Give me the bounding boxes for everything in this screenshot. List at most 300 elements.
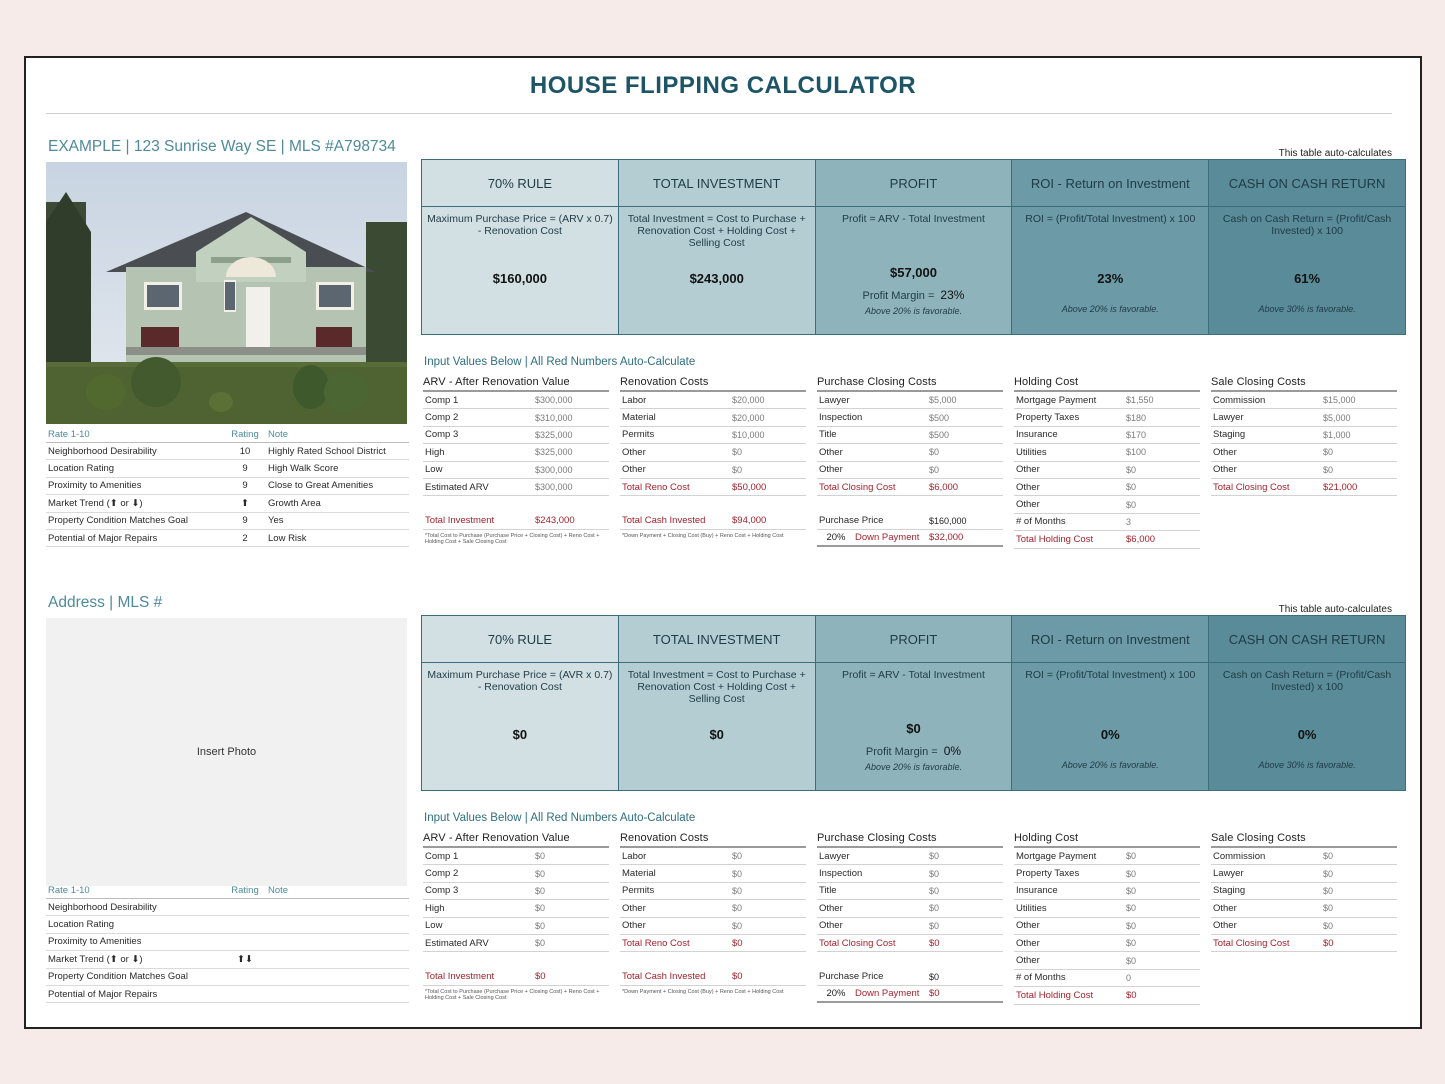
input-label: Lawyer <box>819 850 850 862</box>
rating-label: Location Rating <box>48 463 115 475</box>
input-value[interactable]: $0 <box>1126 499 1137 510</box>
input-value[interactable]: $0 <box>732 868 743 879</box>
ratings-header <box>46 426 409 443</box>
total-value: $0 <box>732 971 743 983</box>
metric-body <box>619 207 815 334</box>
input-value[interactable]: $0 <box>1323 903 1334 914</box>
input-value[interactable]: $5,000 <box>929 395 957 406</box>
rating-label: Property Condition Matches Goal <box>48 971 188 983</box>
calc-row <box>1211 479 1397 496</box>
input-label: Other <box>622 920 646 932</box>
metric-value: $0 <box>906 721 921 736</box>
profit-margin-value: 0% <box>943 744 962 758</box>
input-value[interactable]: $0 <box>1126 482 1137 493</box>
profit-margin-label: Profit Margin = <box>862 290 935 302</box>
input-row <box>620 392 806 409</box>
down-payment-value: $32,000 <box>929 531 964 543</box>
input-row <box>1014 514 1200 531</box>
calc-value: $6,000 <box>1126 533 1156 545</box>
input-label: Lawyer <box>819 394 850 406</box>
input-row <box>1014 444 1200 461</box>
input-value[interactable]: $0 <box>1323 920 1334 931</box>
input-group-head: Holding Cost <box>1014 376 1200 392</box>
input-label: Inspection <box>819 868 863 880</box>
metric-formula: Cash on Cash Return = (Profit/Cash Invested) x 100 <box>1222 213 1392 237</box>
input-label: Low <box>425 920 443 932</box>
calc-label: Total Closing Cost <box>819 937 896 949</box>
total-row <box>620 512 806 529</box>
input-label: Other <box>1213 446 1237 458</box>
input-value[interactable]: 0 <box>1126 972 1132 983</box>
input-value[interactable]: $0 <box>1126 955 1137 966</box>
input-value[interactable]: $0 <box>535 920 546 931</box>
input-value[interactable]: $0 <box>732 447 743 458</box>
metric-formula: Total Investment = Cost to Purchase + Renovation Cost + Holding Cost + Selling Cost <box>627 669 806 705</box>
input-label: Material <box>622 412 656 424</box>
input-value[interactable]: $1,550 <box>1126 395 1154 406</box>
metric-body <box>1209 207 1405 334</box>
input-label: Comp 1 <box>425 850 459 862</box>
metric-formula: ROI = (Profit/Total Investment) x 100 <box>1025 213 1196 225</box>
input-label: Insurance <box>1016 429 1058 441</box>
rating-label: Market Trend (⬆ or ⬇) <box>48 953 143 965</box>
calc-value: $0 <box>732 937 743 949</box>
calc-value: $0 <box>1126 989 1137 1001</box>
input-group-head: Sale Closing Costs <box>1211 832 1397 848</box>
metric-1 <box>619 160 816 334</box>
input-value[interactable]: $0 <box>1323 885 1334 896</box>
favorable-note: Above 20% is favorable. <box>1061 760 1159 770</box>
metric-body <box>1012 663 1208 790</box>
down-payment-value: $0 <box>929 987 940 999</box>
rating-row <box>46 969 409 986</box>
input-label: # of Months <box>1016 972 1066 984</box>
input-value[interactable]: $325,000 <box>535 429 573 440</box>
rating-value[interactable]: 9 <box>242 480 248 492</box>
input-label: Estimated ARV <box>425 481 489 493</box>
input-label: Staging <box>1213 885 1246 897</box>
input-value[interactable]: $170 <box>1126 429 1147 440</box>
metric-value: $57,000 <box>889 265 937 280</box>
spacer-row <box>817 952 1003 968</box>
input-value[interactable]: $20,000 <box>732 412 765 423</box>
input-group-head: Purchase Closing Costs <box>817 376 1003 392</box>
input-value[interactable]: $0 <box>535 938 546 949</box>
metric-value: $160,000 <box>492 271 548 286</box>
input-label: Other <box>1016 937 1040 949</box>
input-label: Estimated ARV <box>425 937 489 949</box>
input-value[interactable]: $20,000 <box>732 395 765 406</box>
input-label: Property Taxes <box>1016 868 1080 880</box>
rating-label: Proximity to Amenities <box>48 480 142 492</box>
metric-head: TOTAL INVESTMENT <box>619 616 815 663</box>
total-row <box>423 968 609 985</box>
purchase-price-row <box>817 512 1003 529</box>
rating-label: Proximity to Amenities <box>48 936 142 948</box>
input-value[interactable]: $10,000 <box>732 429 765 440</box>
ratings-header-2: Note <box>268 884 289 896</box>
rating-note[interactable]: High Walk Score <box>268 463 339 475</box>
calc-row <box>620 479 806 496</box>
calc-value: $0 <box>1323 937 1334 949</box>
input-label: Commission <box>1213 850 1266 862</box>
input-value[interactable]: $0 <box>929 903 940 914</box>
metric-1 <box>619 616 816 790</box>
input-label: Comp 3 <box>425 885 459 897</box>
input-row <box>1014 970 1200 987</box>
metric-value: 61% <box>1294 271 1321 286</box>
input-value[interactable]: $0 <box>1126 464 1137 475</box>
calc-value: $21,000 <box>1323 481 1358 493</box>
rating-row <box>46 916 409 933</box>
metric-3 <box>1012 160 1209 334</box>
input-row <box>423 935 609 952</box>
calc-row <box>817 935 1003 952</box>
input-label: Other <box>1016 955 1040 967</box>
rating-label: Market Trend (⬆ or ⬇) <box>48 497 143 509</box>
metric-formula: Profit = ARV - Total Investment <box>842 669 985 681</box>
input-value[interactable]: $0 <box>535 885 546 896</box>
input-row <box>620 883 806 900</box>
input-label: Other <box>819 902 843 914</box>
input-row <box>1014 848 1200 865</box>
down-payment-row <box>817 986 1003 1003</box>
rating-value[interactable]: 10 <box>239 445 251 457</box>
calculator-block <box>26 138 1422 588</box>
input-label: Other <box>1213 920 1237 932</box>
input-row <box>1014 479 1200 496</box>
favorable-note: Above 30% is favorable. <box>1258 304 1356 314</box>
rating-label: Property Condition Matches Goal <box>48 515 188 527</box>
input-value[interactable]: $0 <box>732 903 743 914</box>
ratings-header-1: Rating <box>231 884 259 896</box>
input-value[interactable]: $0 <box>732 885 743 896</box>
rating-row <box>46 513 409 530</box>
metric-head: PROFIT <box>816 616 1012 663</box>
input-label: Other <box>622 446 646 458</box>
input-group-head: ARV - After Renovation Value <box>423 832 609 848</box>
input-value[interactable]: $0 <box>929 920 940 931</box>
purchase-price-value[interactable]: $160,000 <box>929 515 967 526</box>
input-label: Other <box>1016 481 1040 493</box>
rating-note[interactable]: Yes <box>268 515 284 527</box>
input-label: Other <box>1016 499 1040 511</box>
input-value[interactable]: $0 <box>929 885 940 896</box>
metric-body <box>816 663 1012 790</box>
profit-margin-label: Profit Margin = <box>865 746 938 758</box>
input-row <box>1211 865 1397 882</box>
input-label: Other <box>819 446 843 458</box>
metric-value: 23% <box>1097 271 1124 286</box>
input-label: Mortgage Payment <box>1016 394 1097 406</box>
total-label: Total Cash Invested <box>622 515 706 527</box>
input-label: Lawyer <box>1213 868 1244 880</box>
ratings-table <box>46 882 409 1003</box>
spacer-row <box>423 496 609 512</box>
input-label: Insurance <box>1016 885 1058 897</box>
input-row <box>1211 883 1397 900</box>
input-row <box>423 883 609 900</box>
input-label: Title <box>819 429 837 441</box>
input-value[interactable]: $500 <box>929 412 950 423</box>
calc-row <box>1211 935 1397 952</box>
input-label: Commission <box>1213 394 1266 406</box>
input-row <box>1211 462 1397 479</box>
input-row <box>1014 409 1200 426</box>
purchase-price-row <box>817 968 1003 985</box>
input-group <box>620 376 806 539</box>
input-label: Other <box>622 464 646 476</box>
input-label: Comp 2 <box>425 868 459 880</box>
input-label: Material <box>622 868 656 880</box>
input-value[interactable]: $300,000 <box>535 464 573 475</box>
metric-head: 70% RULE <box>422 160 618 207</box>
input-label: Mortgage Payment <box>1016 850 1097 862</box>
input-value[interactable]: $180 <box>1126 412 1147 423</box>
input-label: Permits <box>622 885 655 897</box>
input-value[interactable]: $0 <box>1323 868 1334 879</box>
metric-value: $0 <box>709 727 724 742</box>
total-row <box>620 968 806 985</box>
input-value[interactable]: $0 <box>1126 920 1137 931</box>
input-value[interactable]: $0 <box>929 447 940 458</box>
input-label: Lawyer <box>1213 412 1244 424</box>
ratings-header-1: Rating <box>231 428 259 440</box>
calc-label: Total Closing Cost <box>1213 937 1290 949</box>
input-value[interactable]: $0 <box>1323 447 1334 458</box>
input-label: Comp 3 <box>425 429 459 441</box>
input-row <box>817 900 1003 917</box>
total-value: $243,000 <box>535 515 575 527</box>
calculator-block <box>26 594 1422 1044</box>
input-value[interactable]: $1,000 <box>1323 429 1351 440</box>
input-group-head: ARV - After Renovation Value <box>423 376 609 392</box>
input-row <box>1014 935 1200 952</box>
input-row <box>423 900 609 917</box>
input-value[interactable]: $0 <box>535 903 546 914</box>
calc-label: Total Reno Cost <box>622 937 690 949</box>
total-footnote: *Total Cost to Purchase (Purchase Price + Closing Cost) + Reno Cost + Holding Cost + Sale Closing Cost <box>425 988 600 1001</box>
purchase-price-value[interactable]: $0 <box>929 971 940 982</box>
input-value[interactable]: $0 <box>929 464 940 475</box>
ratings-header-0: Rate 1-10 <box>48 428 90 440</box>
favorable-note: Above 20% is favorable. <box>1061 304 1159 314</box>
input-group <box>817 376 1003 547</box>
input-row <box>620 409 806 426</box>
input-label: Comp 2 <box>425 412 459 424</box>
input-row <box>1014 952 1200 969</box>
inputs-label: Input Values Below | All Red Numbers Auto-Calculate <box>424 356 696 368</box>
rating-label: Location Rating <box>48 919 115 931</box>
metric-head: ROI - Return on Investment <box>1012 160 1208 207</box>
rating-note[interactable]: Highly Rated School District <box>268 445 386 457</box>
favorable-note: Above 20% is favorable. <box>864 762 963 772</box>
property-photo <box>46 162 407 424</box>
input-label: Other <box>819 920 843 932</box>
input-group <box>1211 832 1397 952</box>
calc-label: Total Holding Cost <box>1016 533 1094 545</box>
inputs-label: Input Values Below | All Red Numbers Auto-Calculate <box>424 812 696 824</box>
input-label: Labor <box>622 850 647 862</box>
input-row <box>1014 865 1200 882</box>
calc-value: $0 <box>929 937 940 949</box>
input-row <box>620 918 806 935</box>
rating-note[interactable]: Close to Great Amenities <box>268 480 374 492</box>
input-label: Other <box>622 902 646 914</box>
metric-0 <box>422 160 619 334</box>
input-label: High <box>425 902 445 914</box>
input-label: Title <box>819 885 837 897</box>
input-value[interactable]: $0 <box>1126 903 1137 914</box>
metric-head: 70% RULE <box>422 616 618 663</box>
rating-value[interactable]: 9 <box>242 463 248 475</box>
input-row <box>1211 918 1397 935</box>
rating-row <box>46 460 409 477</box>
input-value[interactable]: $0 <box>1126 885 1137 896</box>
rating-label: Neighborhood Desirability <box>48 901 157 913</box>
input-value[interactable]: 3 <box>1126 516 1132 527</box>
input-value[interactable]: $0 <box>732 920 743 931</box>
down-payment-label: Down Payment <box>855 531 920 543</box>
profit-margin <box>863 288 965 302</box>
total-value: $94,000 <box>732 515 767 527</box>
input-group-head: Renovation Costs <box>620 376 806 392</box>
input-value[interactable]: $310,000 <box>535 412 573 423</box>
input-row <box>620 865 806 882</box>
input-row <box>423 865 609 882</box>
input-label: # of Months <box>1016 516 1066 528</box>
spacer-row <box>423 952 609 968</box>
input-value[interactable]: $300,000 <box>535 482 573 493</box>
input-value[interactable]: $0 <box>1323 464 1334 475</box>
input-row <box>1014 883 1200 900</box>
input-value[interactable]: $5,000 <box>1323 412 1351 423</box>
input-value[interactable]: $0 <box>1126 851 1137 862</box>
rating-row <box>46 986 409 1003</box>
input-value[interactable]: $0 <box>1126 868 1137 879</box>
input-row <box>1211 392 1397 409</box>
input-value[interactable]: $0 <box>535 851 546 862</box>
input-value[interactable]: $0 <box>1323 851 1334 862</box>
input-row <box>423 848 609 865</box>
calc-label: Total Reno Cost <box>622 481 690 493</box>
metric-0 <box>422 616 619 790</box>
input-row <box>1014 900 1200 917</box>
input-row <box>817 848 1003 865</box>
input-group <box>1014 832 1200 1005</box>
metric-value: 0% <box>1297 727 1317 742</box>
metric-formula: Maximum Purchase Price = (AVR x 0.7) - Renovation Cost <box>427 669 613 693</box>
metric-body <box>422 663 618 790</box>
rating-value[interactable]: ⬆⬇ <box>237 953 253 965</box>
profit-margin <box>866 744 961 758</box>
input-value[interactable]: $0 <box>929 868 940 879</box>
spacer-row <box>817 496 1003 512</box>
input-row <box>817 918 1003 935</box>
rating-value[interactable]: 9 <box>242 515 248 527</box>
input-value[interactable]: $0 <box>732 464 743 475</box>
rating-row <box>46 934 409 951</box>
calc-row <box>1014 987 1200 1004</box>
rating-value[interactable]: ⬆ <box>241 497 249 509</box>
input-label: Inspection <box>819 412 863 424</box>
input-value[interactable]: $0 <box>1126 938 1137 949</box>
input-row <box>817 409 1003 426</box>
metric-formula: Total Investment = Cost to Purchase + Renovation Cost + Holding Cost + Selling Cost <box>627 213 806 249</box>
property-address[interactable]: EXAMPLE | 123 Sunrise Way SE | MLS #A798734 <box>48 138 396 155</box>
input-row <box>620 444 806 461</box>
input-value[interactable]: $0 <box>535 868 546 879</box>
property-address[interactable]: Address | MLS # <box>48 594 163 611</box>
input-label: Other <box>1213 902 1237 914</box>
calc-row <box>620 935 806 952</box>
input-row <box>423 444 609 461</box>
input-value[interactable]: $325,000 <box>535 447 573 458</box>
input-row <box>1211 409 1397 426</box>
input-group <box>817 832 1003 1003</box>
input-row <box>817 865 1003 882</box>
input-row <box>1014 462 1200 479</box>
input-label: Labor <box>622 394 647 406</box>
insert-photo-placeholder[interactable]: Insert Photo <box>46 618 407 886</box>
input-label: Property Taxes <box>1016 412 1080 424</box>
rating-note[interactable]: Growth Area <box>268 497 321 509</box>
rating-value[interactable]: 2 <box>242 532 248 544</box>
metric-4 <box>1209 160 1405 334</box>
input-value[interactable]: $15,000 <box>1323 395 1356 406</box>
input-label: Staging <box>1213 429 1246 441</box>
input-row <box>423 427 609 444</box>
calc-value: $6,000 <box>929 481 959 493</box>
input-row <box>423 479 609 496</box>
input-value[interactable]: $100 <box>1126 447 1147 458</box>
rating-row <box>46 443 409 460</box>
down-payment-percent[interactable]: 20% <box>826 531 846 543</box>
input-group <box>1211 376 1397 496</box>
input-value[interactable]: $0 <box>929 851 940 862</box>
total-footnote: *Down Payment + Closing Cost (Buy) + Reno Cost + Holding Cost <box>622 988 784 995</box>
metric-head: TOTAL INVESTMENT <box>619 160 815 207</box>
metric-formula: ROI = (Profit/Total Investment) x 100 <box>1025 669 1196 681</box>
input-row <box>817 427 1003 444</box>
auto-calc-note: This table auto-calculates <box>1278 148 1392 159</box>
rating-row <box>46 495 409 512</box>
input-row <box>423 462 609 479</box>
input-value[interactable]: $0 <box>732 851 743 862</box>
input-value[interactable]: $500 <box>929 429 950 440</box>
input-row <box>620 462 806 479</box>
rating-row <box>46 478 409 495</box>
input-row <box>1014 427 1200 444</box>
rating-label: Potential of Major Repairs <box>48 988 158 1000</box>
calculator-sheet <box>24 56 1422 1029</box>
input-label: Other <box>1016 464 1040 476</box>
input-value[interactable]: $300,000 <box>535 395 573 406</box>
metric-value: $0 <box>512 727 528 742</box>
ratings-header-2: Note <box>268 428 289 440</box>
input-row <box>1211 444 1397 461</box>
input-group-head: Holding Cost <box>1014 832 1200 848</box>
metric-2 <box>816 160 1013 334</box>
metric-head: CASH ON CASH RETURN <box>1209 616 1405 663</box>
spacer-row <box>620 952 806 968</box>
down-payment-label: Down Payment <box>855 987 920 999</box>
rating-note[interactable]: Low Risk <box>268 532 307 544</box>
metric-body <box>816 207 1012 334</box>
total-label: Total Investment <box>425 971 495 983</box>
down-payment-percent[interactable]: 20% <box>826 987 846 999</box>
input-group-head: Sale Closing Costs <box>1211 376 1397 392</box>
